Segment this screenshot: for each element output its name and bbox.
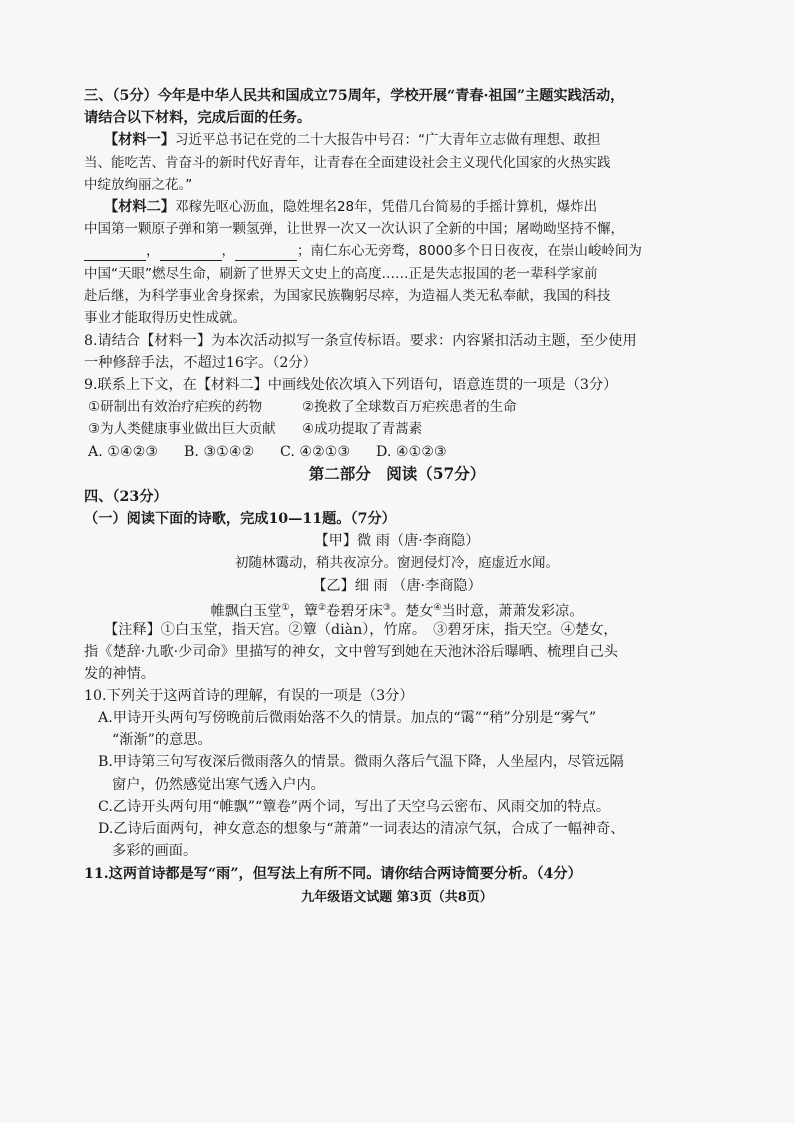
q9-item-1: ①研制出有效治疗疟疾的药物: [88, 399, 263, 415]
poem2-title: 【乙】细 雨 （唐·李商隐）: [312, 578, 482, 594]
material1-line1: [104, 130, 600, 150]
q9-option-a[interactable]: A. ①④②③: [88, 444, 159, 460]
section3-heading-line2: 请结合以下材料，完成后面的任务。: [84, 110, 312, 126]
poem2-text-3: 卷碧牙床: [326, 603, 383, 620]
q10-option-b-line1[interactable]: B.甲诗第三句写夜深后微雨落久的情景。微雨久落后气温下降，人坐屋内，尽管远隔: [98, 754, 624, 770]
poem2-text-1: 帷飘白玉堂: [210, 603, 282, 620]
section4-title: 四、（23分）: [84, 489, 168, 505]
section4-sub1: （一）阅读下面的诗歌，完成10—11题。（7分）: [84, 511, 396, 527]
part2-title: 第二部分 阅读（57分）: [308, 464, 486, 483]
material2-label: 【材料二】: [104, 199, 175, 215]
q8-line2: 一种修辞手法，不超过16字。（2分）: [84, 355, 317, 371]
poem1-title: 【甲】微 雨（唐·李商隐）: [314, 533, 480, 549]
poem2-text-4: 。楚女: [390, 603, 434, 620]
q10-option-a-line2: “渐渐”的意思。: [112, 732, 212, 748]
q9-option-d[interactable]: D. ④①②③: [376, 444, 447, 460]
q10-option-d-line2: 多彩的画面。: [112, 843, 198, 859]
blank-sep-1: ，: [146, 243, 160, 259]
notes-line2: 指《楚辞·九歌·少司命》里描写的神女，文中曾写到她在天池沐浴后曝晒、梳理自己头: [84, 644, 618, 660]
poem1-body: 初随林霭动，稍共夜凉分。窗迥侵灯冷，庭虚近水闻。: [235, 555, 559, 571]
q11-stem: 11.这两首诗都是写“雨”，但写法上有所不同。请你结合两诗简要分析。（4分）: [84, 866, 582, 882]
note-ref-2: ②: [317, 603, 327, 613]
poem2-text-5: 当时意，萧萧发彩凉。: [441, 603, 584, 620]
material2-line3-text: ；南仁东心无旁骛，8000多个日日夜夜，在崇山峻岭间为: [297, 243, 642, 259]
q10-option-b-line2: 窗户，仍然感觉出寒气透入户内。: [112, 777, 325, 793]
material1-text: 习近平总书记在党的二十大报告中号召：“广大青年立志做有理想、敢担: [174, 132, 601, 148]
material2-line2: 中国第一颗原子弹和第一颗氢弹，让世界一次又一次认识了全新的中国；屠呦呦坚持不懈，: [84, 221, 624, 237]
material2-line4: 中国“天眼”燃尽生命，刷新了世界天文史上的高度……正是失志报国的老一辈科学家前: [84, 266, 598, 282]
q8-line1: 8.请结合【材料一】为本次活动拟写一条宣传标语。要求：内容紧扣活动主题，至少使用: [84, 333, 637, 349]
answer-blank-3[interactable]: [235, 246, 297, 261]
material2-line1: [104, 197, 597, 217]
q9-item-4: ④成功提取了青蒿素: [302, 421, 423, 437]
q10-option-d-line1[interactable]: D.乙诗后面两句，神女意态的想象与“萧萧”一词表达的清凉气氛，合成了一幅神奇、: [98, 821, 625, 837]
material1-line2: 当、能吃苦、肯奋斗的新时代好青年，让青春在全面建设社会主义现代化国家的火热实践: [84, 155, 611, 171]
notes-line3: 发的神情。: [84, 666, 155, 682]
note-ref-1: ①: [281, 603, 290, 613]
answer-blank-2[interactable]: [160, 246, 222, 261]
notes-line1: 【注释】①白玉堂，指天宫。②簟（diàn），竹席。 ③碧牙床，指天空。④楚女，: [104, 622, 618, 638]
note-ref-4: ④: [433, 603, 442, 613]
poem2-text-2: ，簟: [289, 603, 318, 620]
q9-option-b[interactable]: B. ③①④②: [184, 444, 255, 460]
note-ref-3: ③: [382, 603, 391, 613]
q9-item-2: ②挽救了全球数百万疟疾患者的生命: [302, 399, 517, 415]
material1-label: 【材料一】: [104, 132, 175, 148]
material2-text: 邓稼先呕心沥血，隐姓埋名28年，凭借几台简易的手摇计算机，爆炸出: [174, 199, 598, 215]
material2-line5: 赴后继，为科学事业舍身探索，为国家民族鞠躬尽瘁，为造福人类无私奉献，我国的科技: [84, 288, 611, 304]
material1-line3: 中绽放绚丽之花。”: [84, 177, 193, 193]
q10-option-c[interactable]: C.乙诗开头两句用“帷飘”“簟卷”两个词，写出了天空乌云密布、风雨交加的特点。: [98, 799, 611, 815]
q10-option-a-line1[interactable]: A.甲诗开头两句写傍晚前后微雨始落不久的情景。加点的“霭”“稍”分别是“雾气”: [98, 710, 597, 726]
poem2-body: [0, 598, 794, 622]
section3-heading-line1: 三、（5分）今年是中华人民共和国成立75周年，学校开展“青春·祖国”主题实践活动，: [84, 88, 625, 104]
q9-stem: 9.联系上下文，在【材料二】中画线处依次填入下列语句，语意连贯的一项是（3分）: [84, 377, 618, 393]
material2-line6: 事业才能取得历史性成就。: [84, 310, 246, 326]
page-footer: 九年级语文试题 第3页（共8页）: [301, 890, 493, 905]
q10-stem: 10.下列关于这两首诗的理解，有误的一项是（3分）: [84, 688, 414, 704]
q9-item-3: ③为人类健康事业做出巨大贡献: [88, 421, 276, 437]
blank-sep-2: ，: [221, 243, 235, 259]
answer-blank-1[interactable]: [84, 246, 146, 261]
q9-option-c[interactable]: C. ④②①③: [280, 444, 351, 460]
material2-line3: [84, 241, 642, 261]
